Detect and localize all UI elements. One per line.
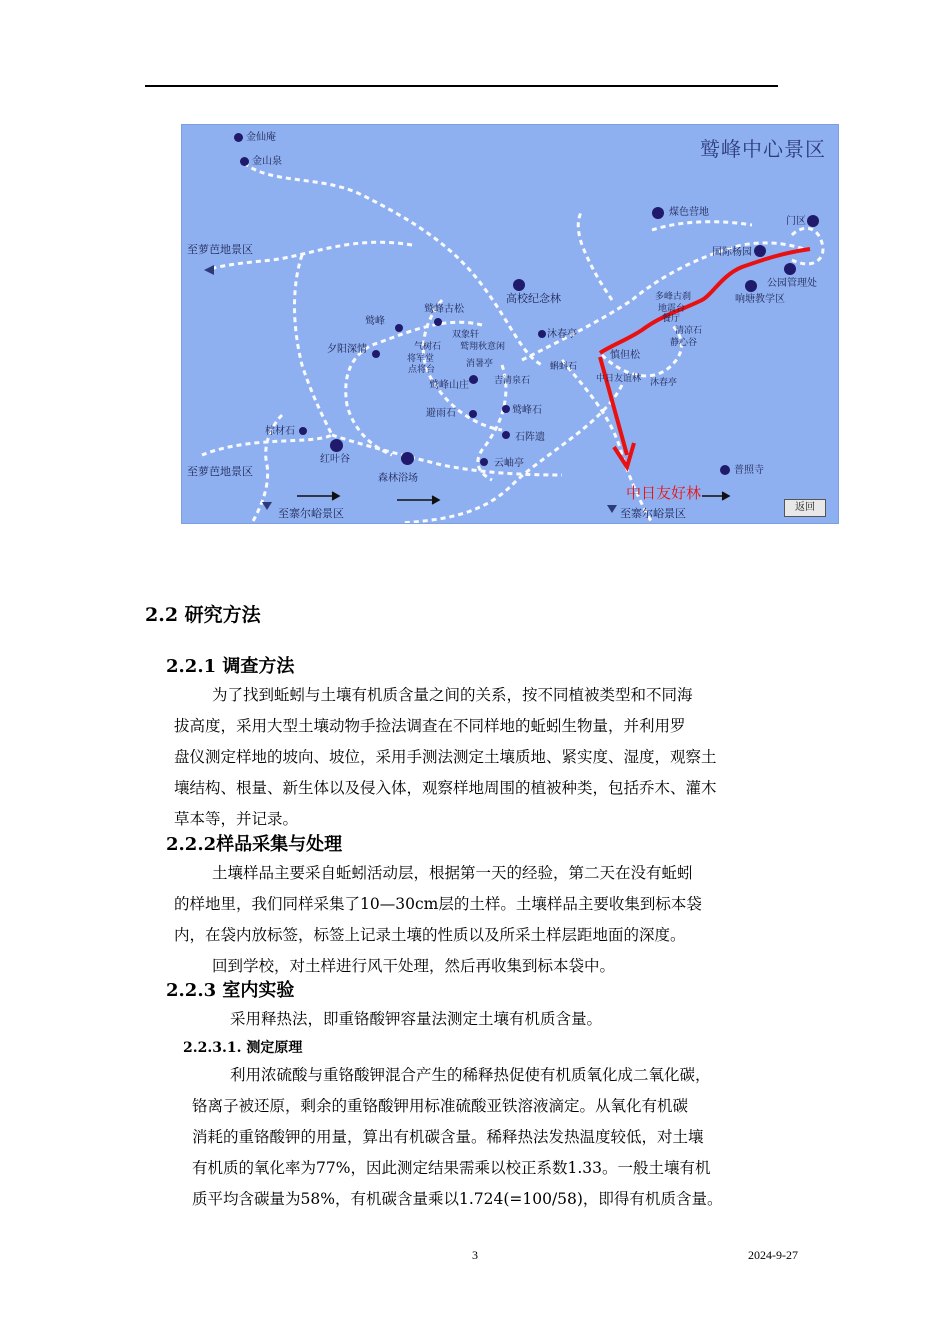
poi-label: 地震台 <box>658 304 686 314</box>
subsection-heading: 2.2.1 调查方法 <box>166 656 295 677</box>
poi-label: 石阵遗 <box>515 432 545 443</box>
poi-label: 气树石 <box>414 342 442 352</box>
poi-label: 夕阳深情 <box>327 344 367 355</box>
scenic-area-map <box>181 124 839 524</box>
section-heading: 2.2 研究方法 <box>145 604 261 626</box>
poi-label: 静心谷 <box>670 338 698 348</box>
poi-dot <box>502 405 510 413</box>
paragraph-line: 铬离子被还原，剩余的重铬酸钾用标准硫酸亚铁溶液滴定。从氧化有机碳 <box>192 1097 689 1115</box>
paragraph-line: 的样地里，我们同样采集了10—30cm层的土样。土壤样品主要收集到标本袋 <box>174 895 702 913</box>
poi-dot <box>469 410 477 418</box>
poi-label: 避雨石 <box>426 408 456 419</box>
paragraph-line: 内，在袋内放标签，标签上记录土壤的性质以及所采土样层距地面的深度。 <box>174 926 686 944</box>
direction-label: 至寨尔峪景区 <box>278 507 344 520</box>
poi-label: 鹫峰古松 <box>424 304 464 315</box>
poi-dot <box>807 215 819 227</box>
poi-dot <box>401 452 414 465</box>
poi-label: 沐春亭 <box>547 329 577 340</box>
poi-dot <box>240 157 249 166</box>
map-title: 鹫峰中心景区 <box>700 137 826 161</box>
poi-label: 云岫亭 <box>494 458 524 469</box>
footer-date: 2024-9-27 <box>748 1248 798 1262</box>
highlight-label: 中日友好林 <box>626 484 702 502</box>
poi-dot <box>480 458 488 466</box>
poi-dot <box>754 245 766 257</box>
poi-label: 慎但松 <box>610 350 640 361</box>
direction-label: 至寨尔峪景区 <box>620 507 686 520</box>
poi-label: 沐春亭 <box>650 378 678 388</box>
back-button[interactable]: 返回 <box>784 499 826 517</box>
header-rule <box>145 85 778 87</box>
poi-label: 煤色营地 <box>669 207 709 218</box>
paragraph-line: 盘仪测定样地的坡向、坡位，采用手测法测定土壤质地、紧实度、湿度，观察土 <box>174 748 717 766</box>
subsubsection-heading: 2.2.3.1. 测定原理 <box>183 1040 303 1056</box>
paragraph-line: 为了找到蚯蚓与土壤有机质含量之间的关系，按不同植被类型和不同海 <box>212 686 693 704</box>
poi-label: 公园管理处 <box>767 278 817 289</box>
poi-label: 点将台 <box>408 365 436 375</box>
poi-dot <box>720 465 730 475</box>
poi-label: 蝌蚪石 <box>550 362 578 372</box>
poi-label: 鹫峰山庄 <box>429 380 469 391</box>
poi-label: 消暑亭 <box>466 359 494 369</box>
poi-dot <box>502 431 510 439</box>
paragraph-line: 利用浓硫酸与重铬酸钾混合产生的稀释热促使有机质氧化成二氧化碳， <box>230 1066 711 1084</box>
paragraph-line: 壤结构、根量、新生体以及侵入体，观察样地周围的植被种类，包括乔木、灌木 <box>174 779 717 797</box>
paragraph-line: 消耗的重铬酸钾的用量，算出有机碳含量。稀释热法发热温度较低，对土壤 <box>192 1128 704 1146</box>
paragraph-line: 拔高度，采用大型土壤动物手捡法调查在不同样地的蚯蚓生物量，并利用罗 <box>174 717 686 735</box>
poi-label: 将军堂 <box>407 354 435 364</box>
poi-label: 红叶谷 <box>320 454 350 465</box>
poi-label: 鹫峰石 <box>512 405 542 416</box>
poi-label: 多峰古刹 <box>655 292 692 302</box>
subsection-heading: 2.2.3 室内实验 <box>166 980 295 1001</box>
poi-dot <box>330 439 343 452</box>
paragraph-line: 草本等，并记录。 <box>174 810 299 828</box>
poi-label: 国际杨园 <box>712 247 752 258</box>
poi-label: 清凉石 <box>675 326 703 336</box>
poi-dot <box>469 375 478 384</box>
paragraph-line: 采用释热法，即重铬酸钾容量法测定土壤有机质含量。 <box>230 1010 603 1028</box>
poi-label: 响塘教学区 <box>735 294 785 305</box>
poi-label: 吉清泉石 <box>494 376 531 386</box>
poi-dot <box>395 324 403 332</box>
paragraph-line: 土壤样品主要采自蚯蚓活动层，根据第一天的经验，第二天在没有蚯蚓 <box>212 864 693 882</box>
poi-dot <box>434 318 442 326</box>
poi-label: 森林浴场 <box>378 473 418 484</box>
poi-dot <box>372 350 380 358</box>
poi-label: 门区 <box>786 216 806 227</box>
poi-label: 金山泉 <box>252 156 282 167</box>
poi-dot <box>745 280 757 292</box>
paragraph-line: 质平均含碳量为58%，有机碳含量乘以1.724(=100/58)，即得有机质含量。 <box>192 1190 723 1208</box>
poi-label: 高校纪念林 <box>506 292 561 305</box>
poi-label: 中日友谊林 <box>596 374 642 384</box>
poi-label: 双象轩 <box>452 330 480 340</box>
poi-dot <box>784 263 796 275</box>
subsection-heading: 2.2.2样品采集与处理 <box>166 834 343 855</box>
poi-dot <box>538 330 546 338</box>
poi-dot <box>234 133 243 142</box>
direction-label: 至萝芭地景区 <box>187 243 253 256</box>
poi-dot <box>513 279 525 291</box>
paragraph-line: 有机质的氧化率为77%，因此测定结果需乘以校正系数1.33。一般土壤有机 <box>192 1159 711 1177</box>
poi-dot <box>652 207 664 219</box>
page-number: 3 <box>472 1248 478 1262</box>
direction-label: 至萝芭地景区 <box>187 465 253 478</box>
poi-label: 鹫峰 <box>365 316 385 327</box>
poi-label: 鹫翔秋意闲 <box>460 342 506 352</box>
poi-label: 餐厅 <box>662 314 681 324</box>
poi-label: 棕材石 <box>265 426 295 437</box>
poi-label: 普照寺 <box>734 465 764 476</box>
poi-dot <box>299 427 307 435</box>
paragraph-line: 回到学校，对土样进行风干处理，然后再收集到标本袋中。 <box>212 957 616 975</box>
poi-label: 金仙庵 <box>246 132 276 143</box>
